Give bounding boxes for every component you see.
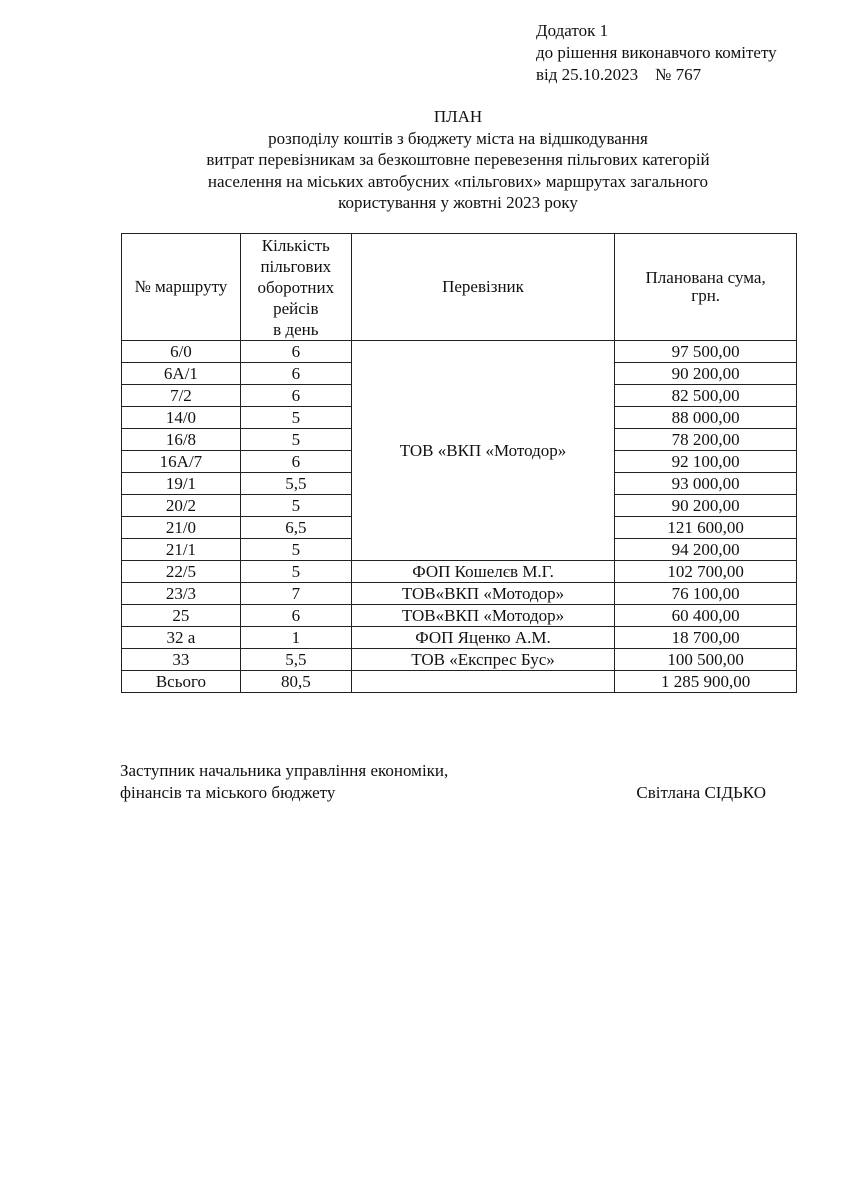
- document-title: [120, 106, 796, 214]
- appendix-title: Додаток 1: [536, 21, 609, 40]
- signatory-name: Світлана СІДЬКО: [636, 783, 766, 802]
- header-route: № маршруту: [122, 234, 241, 341]
- title-line-1: розподілу коштів з бюджету міста на відшкодування: [268, 128, 648, 148]
- table-row: [122, 583, 797, 605]
- amount-cell: 76 100,00: [615, 583, 797, 605]
- header-amount-line-1: Планована сума,: [645, 268, 766, 287]
- table-row: [122, 649, 797, 671]
- appendix-date-number: від 25.10.2023 № 767: [536, 65, 702, 84]
- route-cell: 21/1: [122, 539, 241, 561]
- total-amount: 1 285 900,00: [615, 671, 797, 693]
- title-line-3: населення на міських автобусних «пільгових» маршрутах загального: [207, 171, 709, 191]
- carrier-cell: ТОВ«ВКП «Мотодор»: [351, 583, 615, 605]
- amount-cell: 88 000,00: [615, 407, 797, 429]
- route-cell: 21/0: [122, 517, 241, 539]
- route-cell: 23/3: [122, 583, 241, 605]
- route-cell: 16/8: [122, 429, 241, 451]
- title-line-2: витрат перевізникам за безкоштовне перевезення пільгових категорій: [206, 150, 710, 169]
- amount-cell: 82 500,00: [615, 385, 797, 407]
- header-trips: [240, 234, 351, 341]
- carrier-cell-merged: ТОВ «ВКП «Мотодор»: [351, 341, 615, 561]
- route-cell: 7/2: [122, 385, 241, 407]
- total-row: [122, 671, 797, 693]
- amount-cell: 90 200,00: [615, 363, 797, 385]
- trips-cell: 5,5: [240, 649, 351, 671]
- trips-cell: 6: [240, 605, 351, 627]
- signature-block: [120, 760, 766, 804]
- carrier-cell: ТОВ «Експрес Бус»: [351, 649, 615, 671]
- route-cell: 20/2: [122, 495, 241, 517]
- table-row: [122, 605, 797, 627]
- trips-cell: 6,5: [240, 517, 351, 539]
- header-trips-line-3: оборотних: [257, 277, 335, 297]
- header-carrier: Перевізник: [351, 234, 615, 341]
- trips-cell: 5,5: [240, 473, 351, 495]
- route-cell: 14/0: [122, 407, 241, 429]
- trips-cell: 5: [240, 407, 351, 429]
- header-trips-line-2: пільгових: [260, 256, 332, 276]
- route-cell: 6/0: [122, 341, 241, 363]
- trips-cell: 7: [240, 583, 351, 605]
- route-cell: 6А/1: [122, 363, 241, 385]
- table-row: [122, 561, 797, 583]
- table-row: [122, 341, 797, 363]
- amount-cell: 94 200,00: [615, 539, 797, 561]
- total-label: Всього: [122, 671, 241, 693]
- table-row: [122, 627, 797, 649]
- signatory-position-line-2: фінансів та міського бюджету: [120, 783, 336, 802]
- trips-cell: 6: [240, 385, 351, 407]
- header-amount: [615, 234, 797, 341]
- route-cell: 25: [122, 605, 241, 627]
- amount-cell: 97 500,00: [615, 341, 797, 363]
- amount-cell: 60 400,00: [615, 605, 797, 627]
- table-header-row: [122, 234, 797, 341]
- amount-cell: 18 700,00: [615, 627, 797, 649]
- amount-cell: 90 200,00: [615, 495, 797, 517]
- route-cell: 16А/7: [122, 451, 241, 473]
- trips-cell: 5: [240, 429, 351, 451]
- carrier-cell: ТОВ«ВКП «Мотодор»: [351, 605, 615, 627]
- route-cell: 22/5: [122, 561, 241, 583]
- header-trips-line-4: рейсів: [273, 298, 319, 318]
- header-amount-line-2: грн.: [691, 286, 721, 305]
- trips-cell: 6: [240, 341, 351, 363]
- title-heading: ПЛАН: [433, 107, 483, 126]
- plan-table: [121, 233, 797, 693]
- amount-cell: 78 200,00: [615, 429, 797, 451]
- appendix-block: [536, 20, 777, 86]
- amount-cell: 93 000,00: [615, 473, 797, 495]
- trips-cell: 5: [240, 539, 351, 561]
- trips-cell: 6: [240, 363, 351, 385]
- total-trips: 80,5: [240, 671, 351, 693]
- carrier-cell: ФОП Кошелєв М.Г.: [351, 561, 615, 583]
- route-cell: 33: [122, 649, 241, 671]
- title-line-4: користування у жовтні 2023 року: [338, 193, 578, 212]
- total-carrier: [351, 671, 615, 693]
- carrier-cell: ФОП Яценко А.М.: [351, 627, 615, 649]
- route-cell: 19/1: [122, 473, 241, 495]
- amount-cell: 92 100,00: [615, 451, 797, 473]
- trips-cell: 5: [240, 561, 351, 583]
- route-cell: 32 а: [122, 627, 241, 649]
- header-trips-line-1: Кількість: [261, 235, 330, 255]
- trips-cell: 6: [240, 451, 351, 473]
- amount-cell: 121 600,00: [615, 517, 797, 539]
- header-trips-line-5: в день: [273, 319, 319, 339]
- trips-cell: 1: [240, 627, 351, 649]
- appendix-decision: до рішення виконавчого комітету: [536, 43, 777, 62]
- signatory-position-line-1: Заступник начальника управління економіки,: [120, 761, 449, 780]
- amount-cell: 100 500,00: [615, 649, 797, 671]
- trips-cell: 5: [240, 495, 351, 517]
- amount-cell: 102 700,00: [615, 561, 797, 583]
